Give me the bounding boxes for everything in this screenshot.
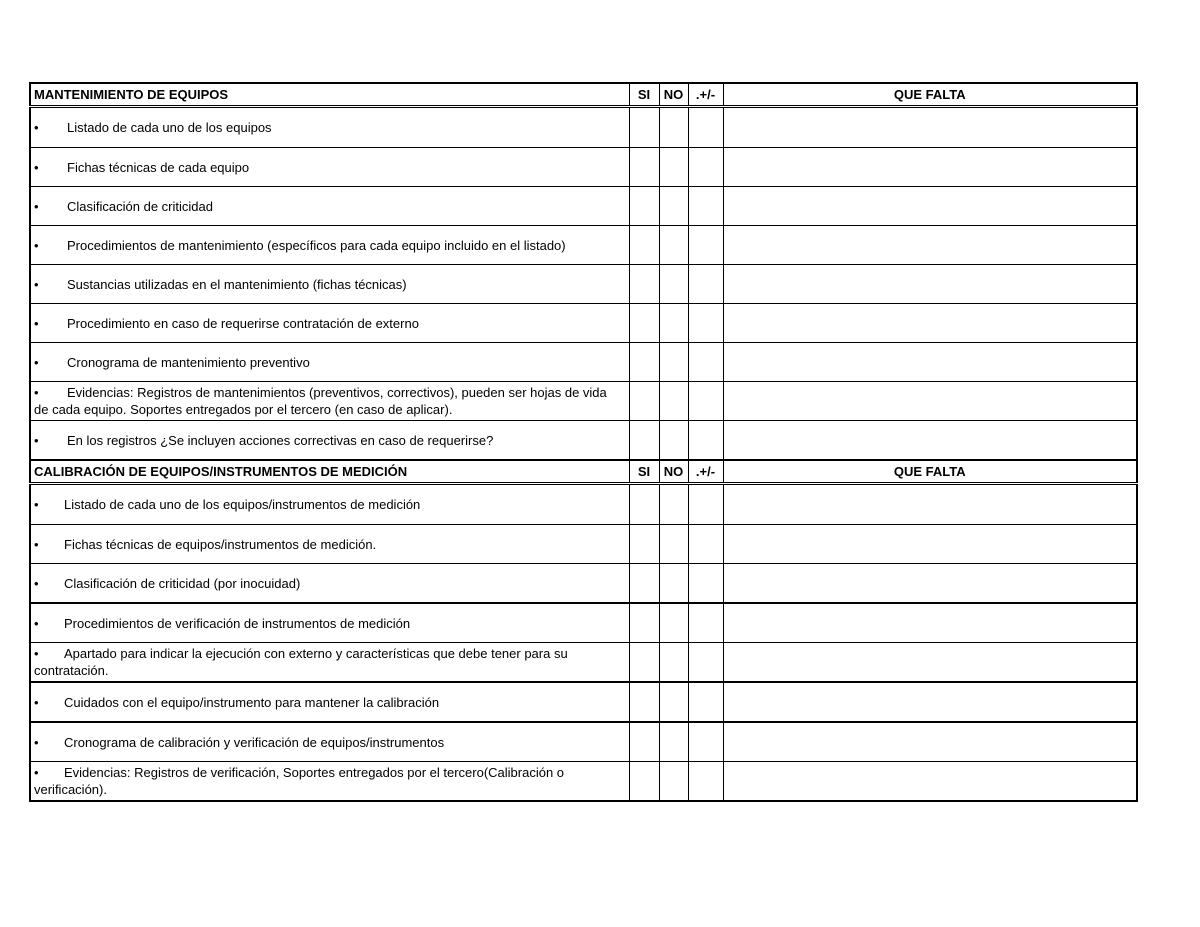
cell-que-falta[interactable] (723, 421, 1137, 461)
table-row (30, 226, 1137, 265)
table-row (30, 343, 1137, 382)
table-row (30, 643, 1137, 683)
table-row (30, 421, 1137, 461)
bullet: • (34, 385, 39, 400)
item-text: • Clasificación de criticidad (por inocuidad) (30, 564, 629, 604)
table-row (30, 265, 1137, 304)
cell-si[interactable] (629, 762, 659, 802)
item-text: • En los registros ¿Se incluyen acciones correctivas en caso de requerirse? (30, 421, 629, 461)
bullet: • (34, 315, 39, 331)
cell-no[interactable] (659, 343, 688, 382)
table-row (30, 148, 1137, 187)
cell-plus-minus[interactable] (688, 343, 723, 382)
table-row (30, 484, 1137, 525)
item-text: • Clasificación de criticidad (30, 187, 629, 226)
cell-que-falta[interactable] (723, 564, 1137, 604)
cell-que-falta[interactable] (723, 148, 1137, 187)
cell-si[interactable] (629, 603, 659, 643)
cell-que-falta[interactable] (723, 525, 1137, 564)
table-row (30, 564, 1137, 604)
col-plus-minus-header: .+/- (688, 460, 723, 484)
bullet: • (34, 646, 39, 661)
cell-que-falta[interactable] (723, 265, 1137, 304)
cell-si[interactable] (629, 343, 659, 382)
cell-si[interactable] (629, 682, 659, 722)
cell-plus-minus[interactable] (688, 304, 723, 343)
col-plus-minus-header: .+/- (688, 83, 723, 107)
cell-si[interactable] (629, 304, 659, 343)
cell-que-falta[interactable] (723, 682, 1137, 722)
cell-no[interactable] (659, 304, 688, 343)
bullet: • (34, 276, 39, 292)
item-text: • Listado de cada uno de los equipos (30, 107, 629, 148)
item-text: • Evidencias: Registros de verificación, Soportes entregados por el tercero(Calibración o verificación). (30, 762, 629, 802)
cell-no[interactable] (659, 226, 688, 265)
cell-plus-minus[interactable] (688, 107, 723, 148)
item-text: • Evidencias: Registros de mantenimientos (preventivos, correctivos), pueden ser hojas de vida de cada equipo. Soportes entregados por el tercero (en caso de aplicar). (30, 382, 629, 421)
cell-no[interactable] (659, 643, 688, 683)
col-si-header: SI (629, 460, 659, 484)
cell-que-falta[interactable] (723, 382, 1137, 421)
bullet: • (34, 694, 39, 710)
cell-no[interactable] (659, 382, 688, 421)
cell-que-falta[interactable] (723, 343, 1137, 382)
cell-no[interactable] (659, 722, 688, 762)
section-header-mantenimiento (30, 83, 1137, 107)
item-text: • Apartado para indicar la ejecución con externo y características que debe tener para su contratación. (30, 643, 629, 683)
cell-si[interactable] (629, 265, 659, 304)
cell-no[interactable] (659, 525, 688, 564)
cell-que-falta[interactable] (723, 226, 1137, 265)
cell-no[interactable] (659, 762, 688, 802)
cell-plus-minus[interactable] (688, 564, 723, 604)
bullet: • (34, 120, 39, 135)
cell-plus-minus[interactable] (688, 226, 723, 265)
item-text: • Cuidados con el equipo/instrumento para mantener la calibración (30, 682, 629, 722)
checklist-table (29, 82, 1138, 802)
bullet: • (34, 734, 39, 750)
cell-si[interactable] (629, 226, 659, 265)
bullet: • (34, 765, 39, 780)
cell-no[interactable] (659, 484, 688, 525)
cell-que-falta[interactable] (723, 722, 1137, 762)
col-que-falta-header: QUE FALTA (723, 83, 1137, 107)
cell-que-falta[interactable] (723, 107, 1137, 148)
item-text: • Fichas técnicas de equipos/instrumentos de medición. (30, 525, 629, 564)
section-title: MANTENIMIENTO DE EQUIPOS (30, 83, 629, 107)
bullet: • (34, 159, 39, 175)
item-text: • Procedimientos de verificación de instrumentos de medición (30, 603, 629, 643)
cell-no[interactable] (659, 148, 688, 187)
section-title: CALIBRACIÓN DE EQUIPOS/INSTRUMENTOS DE MEDICIÓN (30, 460, 629, 484)
bullet: • (34, 575, 39, 591)
item-text: • Fichas técnicas de cada equipo (30, 148, 629, 187)
cell-plus-minus[interactable] (688, 382, 723, 421)
item-text: • Cronograma de mantenimiento preventivo (30, 343, 629, 382)
col-no-header: NO (659, 83, 688, 107)
cell-no[interactable] (659, 682, 688, 722)
cell-que-falta[interactable] (723, 603, 1137, 643)
cell-plus-minus[interactable] (688, 603, 723, 643)
table-row (30, 682, 1137, 722)
cell-que-falta[interactable] (723, 484, 1137, 525)
table-row (30, 722, 1137, 762)
col-si-header: SI (629, 83, 659, 107)
cell-no[interactable] (659, 564, 688, 604)
cell-no[interactable] (659, 265, 688, 304)
cell-que-falta[interactable] (723, 187, 1137, 226)
cell-plus-minus[interactable] (688, 421, 723, 461)
table-row (30, 382, 1137, 421)
col-que-falta-header: QUE FALTA (723, 460, 1137, 484)
bullet: • (34, 237, 39, 253)
cell-plus-minus[interactable] (688, 722, 723, 762)
cell-si[interactable] (629, 421, 659, 461)
cell-si[interactable] (629, 525, 659, 564)
cell-si[interactable] (629, 187, 659, 226)
cell-que-falta[interactable] (723, 304, 1137, 343)
cell-plus-minus[interactable] (688, 187, 723, 226)
cell-no[interactable] (659, 603, 688, 643)
bullet: • (34, 432, 39, 448)
cell-no[interactable] (659, 421, 688, 461)
cell-si[interactable] (629, 148, 659, 187)
cell-plus-minus[interactable] (688, 682, 723, 722)
bullet: • (34, 198, 39, 214)
cell-si[interactable] (629, 382, 659, 421)
cell-si[interactable] (629, 643, 659, 683)
table-row (30, 304, 1137, 343)
bullet: • (34, 354, 39, 370)
cell-si[interactable] (629, 484, 659, 525)
cell-plus-minus[interactable] (688, 148, 723, 187)
table-row (30, 107, 1137, 148)
item-text: • Listado de cada uno de los equipos/instrumentos de medición (30, 484, 629, 525)
bullet: • (34, 497, 39, 512)
table-row (30, 603, 1137, 643)
cell-no[interactable] (659, 187, 688, 226)
cell-plus-minus[interactable] (688, 525, 723, 564)
cell-plus-minus[interactable] (688, 762, 723, 802)
item-text: • Procedimiento en caso de requerirse contratación de externo (30, 304, 629, 343)
item-text: • Procedimientos de mantenimiento (específicos para cada equipo incluido en el listado) (30, 226, 629, 265)
table-row (30, 762, 1137, 802)
cell-plus-minus[interactable] (688, 265, 723, 304)
cell-si[interactable] (629, 564, 659, 604)
cell-si[interactable] (629, 107, 659, 148)
section-header-calibracion (30, 460, 1137, 484)
col-no-header: NO (659, 460, 688, 484)
cell-plus-minus[interactable] (688, 484, 723, 525)
item-text: • Cronograma de calibración y verificación de equipos/instrumentos (30, 722, 629, 762)
cell-que-falta[interactable] (723, 762, 1137, 802)
bullet: • (34, 615, 39, 631)
item-text: • Sustancias utilizadas en el mantenimiento (fichas técnicas) (30, 265, 629, 304)
cell-si[interactable] (629, 722, 659, 762)
cell-que-falta[interactable] (723, 643, 1137, 683)
cell-no[interactable] (659, 107, 688, 148)
cell-plus-minus[interactable] (688, 643, 723, 683)
bullet: • (34, 536, 39, 552)
table-row (30, 187, 1137, 226)
table-row (30, 525, 1137, 564)
